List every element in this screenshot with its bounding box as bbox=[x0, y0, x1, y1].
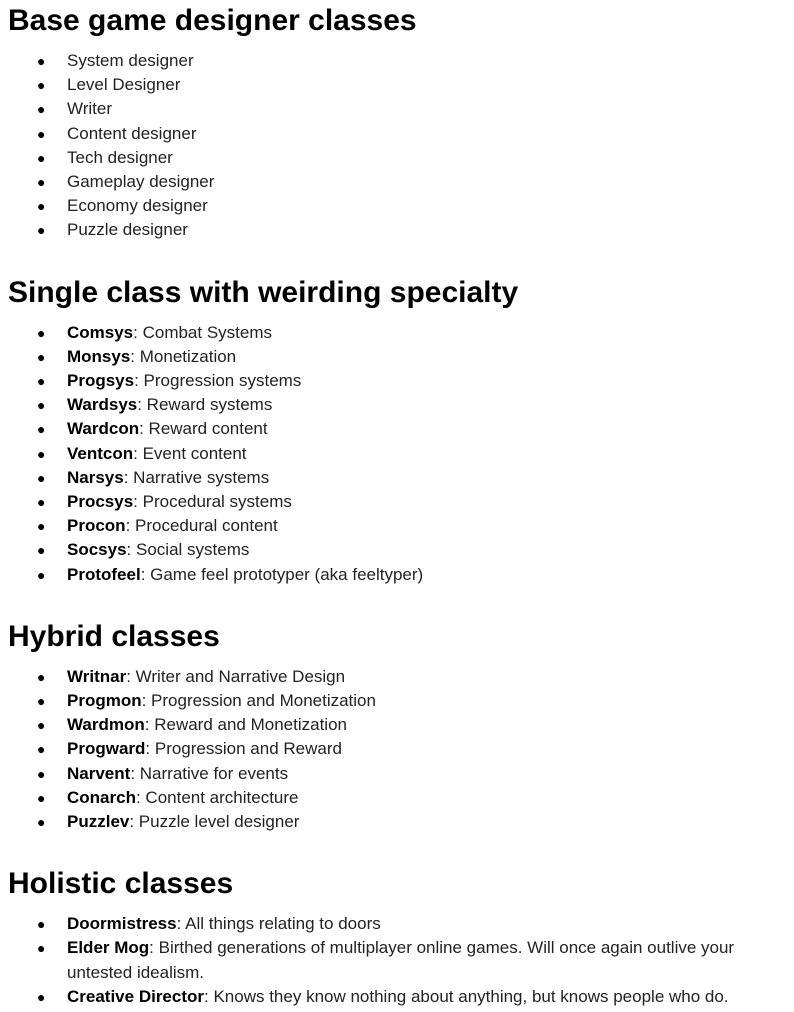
bullet-icon: ● bbox=[37, 814, 46, 831]
item-desc: : Procedural systems bbox=[133, 492, 292, 512]
item-term: Procon bbox=[67, 516, 126, 536]
item-term: Wardcon bbox=[67, 419, 140, 439]
item-desc: Tech designer bbox=[67, 147, 173, 167]
item-term: Creative Director bbox=[67, 986, 205, 1006]
list-item bbox=[8, 985, 794, 1009]
item-term: Puzzlev bbox=[67, 812, 130, 832]
item-term: Progmon bbox=[67, 691, 142, 711]
holistic-classes-list bbox=[8, 912, 794, 1009]
item-term: Progward bbox=[67, 739, 146, 759]
list-item bbox=[8, 665, 794, 689]
item-term: Wardsys bbox=[67, 395, 138, 415]
section-holistic-classes bbox=[8, 864, 794, 1009]
item-term: Wardmon bbox=[67, 715, 145, 735]
list-item bbox=[8, 786, 794, 810]
bullet-icon: ● bbox=[37, 542, 46, 559]
item-term: Conarch bbox=[67, 787, 136, 807]
item-term: Progsys bbox=[67, 371, 135, 391]
bullet-icon: ● bbox=[37, 324, 46, 341]
bullet-icon: ● bbox=[37, 469, 46, 486]
item-desc: Level Designer bbox=[67, 75, 181, 95]
section-heading: Base game designer classes bbox=[8, 4, 417, 37]
item-desc: Gameplay designer bbox=[67, 172, 215, 192]
item-term: Procsys bbox=[67, 492, 134, 512]
bullet-icon: ● bbox=[37, 149, 46, 166]
bullet-icon: ● bbox=[37, 101, 46, 118]
bullet-icon: ● bbox=[37, 916, 46, 933]
item-term: Writnar bbox=[67, 666, 127, 686]
hybrid-classes-list bbox=[8, 665, 794, 834]
list-item bbox=[8, 538, 794, 562]
base-classes-list bbox=[8, 49, 794, 243]
item-desc: : Writer and Narrative Design bbox=[126, 666, 346, 686]
single-class-list bbox=[8, 321, 794, 587]
section-heading: Hybrid classes bbox=[8, 619, 220, 653]
item-desc: : Puzzle level designer bbox=[129, 812, 300, 832]
list-item bbox=[8, 321, 794, 345]
item-desc: : Combat Systems bbox=[133, 322, 273, 342]
list-item bbox=[8, 490, 794, 514]
item-desc: : Progression and Reward bbox=[145, 739, 342, 759]
list-item bbox=[8, 369, 794, 393]
bullet-icon: ● bbox=[37, 518, 46, 535]
bullet-icon: ● bbox=[37, 693, 46, 710]
item-desc: : Knows they know nothing about anything, but knows people who do. bbox=[204, 986, 729, 1006]
item-desc: : Event content bbox=[133, 443, 247, 463]
list-item bbox=[8, 146, 794, 170]
item-term: Comsys bbox=[67, 322, 134, 342]
item-desc: : Reward and Monetization bbox=[144, 715, 347, 735]
item-desc: : Content architecture bbox=[135, 787, 299, 807]
item-term: Doormistress bbox=[67, 914, 177, 934]
item-desc: : Reward content bbox=[139, 419, 268, 439]
section-base-classes bbox=[8, 1, 794, 243]
list-item bbox=[8, 97, 794, 121]
bullet-icon: ● bbox=[37, 421, 46, 438]
list-item bbox=[8, 393, 794, 417]
bullet-icon: ● bbox=[37, 348, 46, 365]
list-item bbox=[8, 122, 794, 146]
item-desc: Economy designer bbox=[67, 196, 208, 216]
bullet-icon: ● bbox=[37, 222, 46, 239]
section-heading: Single class with weirding specialty bbox=[8, 275, 519, 309]
list-item bbox=[8, 218, 794, 242]
list-item bbox=[8, 563, 794, 587]
bullet-icon: ● bbox=[37, 53, 46, 69]
bullet-icon: ● bbox=[37, 494, 46, 511]
item-term: Ventcon bbox=[67, 443, 134, 463]
document bbox=[8, 0, 794, 1009]
item-desc: Puzzle designer bbox=[67, 220, 188, 240]
bullet-icon: ● bbox=[37, 741, 46, 758]
bullet-icon: ● bbox=[37, 125, 46, 142]
item-desc: : Procedural content bbox=[125, 516, 278, 536]
bullet-icon: ● bbox=[37, 77, 46, 94]
list-item bbox=[8, 689, 794, 713]
list-item bbox=[8, 713, 794, 737]
list-item bbox=[8, 810, 794, 834]
item-term: Protofeel bbox=[67, 564, 141, 584]
item-desc: : Progression and Monetization bbox=[141, 691, 376, 711]
item-term: Narvent bbox=[67, 763, 131, 783]
bullet-icon: ● bbox=[37, 445, 46, 462]
item-desc: Writer bbox=[67, 99, 113, 119]
item-desc: Content designer bbox=[67, 123, 197, 143]
list-item bbox=[8, 73, 794, 97]
list-item bbox=[8, 514, 794, 538]
list-item bbox=[8, 442, 794, 466]
list-item bbox=[8, 345, 794, 369]
bullet-icon: ● bbox=[37, 717, 46, 734]
list-item bbox=[8, 170, 794, 194]
item-desc: System designer bbox=[67, 51, 194, 70]
bullet-icon: ● bbox=[37, 397, 46, 414]
list-item bbox=[8, 194, 794, 218]
bullet-icon: ● bbox=[37, 668, 46, 685]
item-term: Narsys bbox=[67, 467, 124, 487]
item-desc: : Progression systems bbox=[134, 371, 302, 391]
list-item bbox=[8, 912, 794, 936]
list-item bbox=[8, 49, 794, 73]
item-desc: : Game feel prototyper (aka feeltyper) bbox=[140, 564, 424, 584]
item-desc: : Reward systems bbox=[137, 395, 273, 415]
item-term: Socsys bbox=[67, 540, 127, 560]
bullet-icon: ● bbox=[37, 198, 46, 215]
item-desc: : Birthed generations of multiplayer online games. Will once again outlive your untested idealism. bbox=[67, 938, 735, 982]
item-desc: : Narrative for events bbox=[130, 763, 289, 783]
bullet-icon: ● bbox=[37, 940, 46, 957]
bullet-icon: ● bbox=[37, 789, 46, 806]
list-item bbox=[8, 762, 794, 786]
bullet-icon: ● bbox=[37, 373, 46, 390]
section-hybrid-classes bbox=[8, 617, 794, 834]
item-desc: : Narrative systems bbox=[123, 467, 270, 487]
item-desc: : Social systems bbox=[126, 540, 250, 560]
section-heading: Holistic classes bbox=[8, 867, 234, 901]
list-item bbox=[8, 466, 794, 490]
bullet-icon: ● bbox=[37, 174, 46, 191]
bullet-icon: ● bbox=[37, 566, 46, 583]
list-item bbox=[8, 737, 794, 761]
item-desc: : Monetization bbox=[130, 346, 237, 366]
item-desc: : All things relating to doors bbox=[176, 914, 381, 934]
list-item bbox=[8, 417, 794, 441]
item-term: Monsys bbox=[67, 346, 131, 366]
bullet-icon: ● bbox=[37, 988, 46, 1005]
item-term: Elder Mog bbox=[67, 938, 150, 958]
list-item bbox=[8, 936, 794, 984]
bullet-icon: ● bbox=[37, 765, 46, 782]
section-single-class bbox=[8, 273, 794, 587]
